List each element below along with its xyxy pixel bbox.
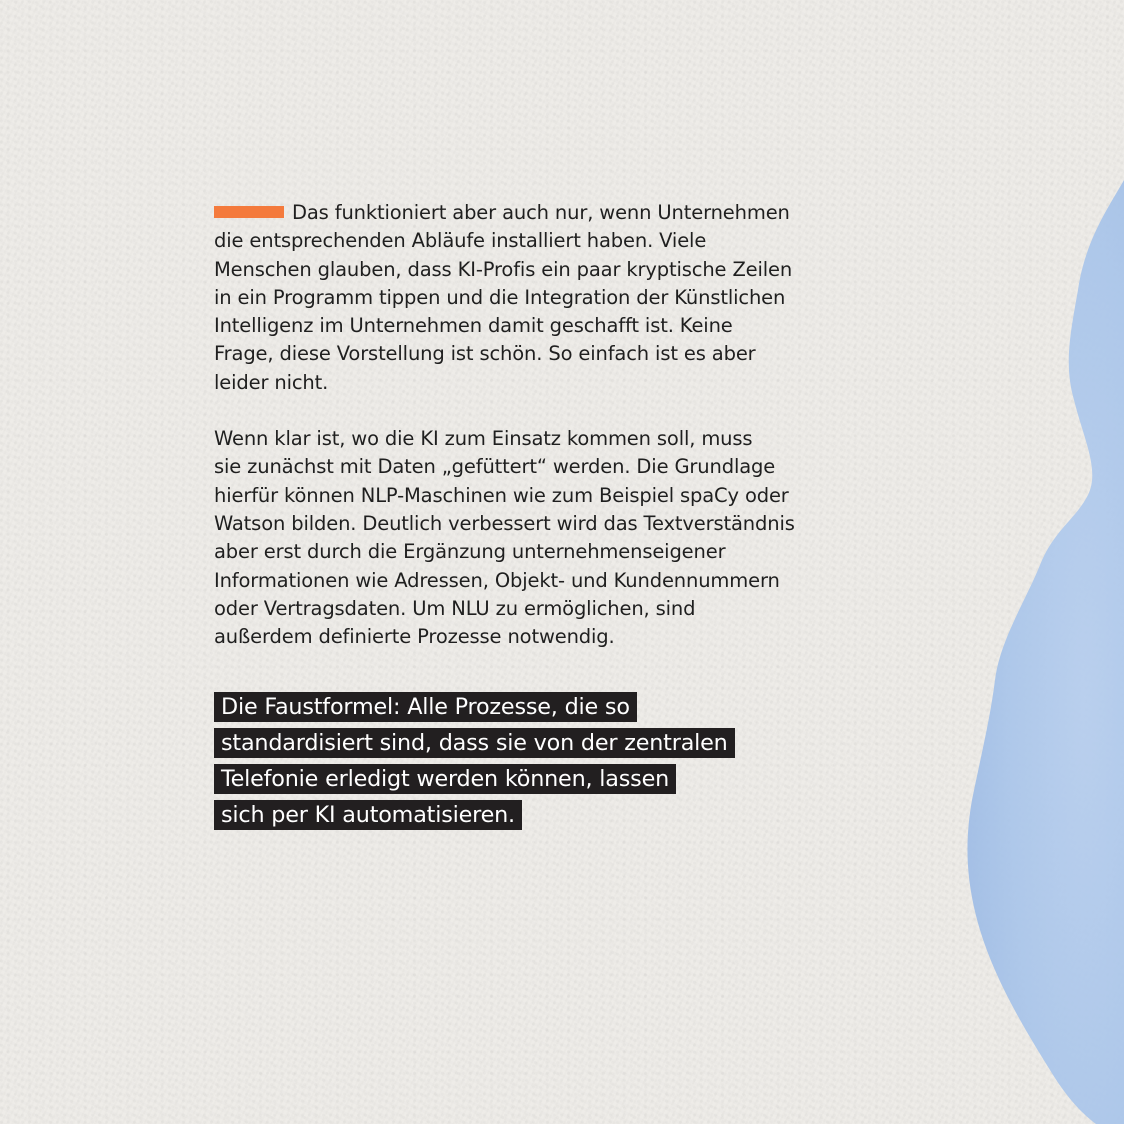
article-body <box>214 199 814 836</box>
paragraph-2: Wenn klar ist, wo die KI zum Einsatz kommen soll, muss sie zunächst mit Daten „gefüttert“ werden. Die Grundlage hierfür können NLP-Maschinen wie zum Beispiel spaCy oder Watson bilden. Deutlich verbessert wird das Textverständnis aber erst durch die Ergänzung unternehmenseigener Informationen wie Adressen, Objekt- und Kundennummern oder Vertragsdaten. Um NLU zu ermöglichen, sind außerdem definierte Prozesse notwendig. <box>214 427 795 649</box>
quote-line-text: Telefonie erledigt werden können, lassen <box>214 764 676 794</box>
paragraph-1 <box>214 199 814 397</box>
paragraph-1-text: Das funktioniert aber auch nur, wenn Unternehmen die entsprechenden Abläufe installiert haben. Viele Menschen glauben, dass KI-Profis ein paar kryptische Zeilen in ein Programm tippen und die Integration der Künstlichen Intelligenz im Unternehmen damit geschafft ist. Keine Frage, diese Vorstellung ist schön. So einfach ist es aber leider nicht. <box>214 201 793 394</box>
quote-line <box>214 800 814 836</box>
quote-line <box>214 692 814 728</box>
orange-accent-bar <box>214 206 284 218</box>
quote-line-text: standardisiert sind, dass sie von der zentralen <box>214 728 735 758</box>
quote-line <box>214 764 814 800</box>
quote-line <box>214 728 814 764</box>
highlight-quote <box>214 692 814 836</box>
quote-line-text: Die Faustformel: Alle Prozesse, die so <box>214 692 637 722</box>
quote-line-text: sich per KI automatisieren. <box>214 800 522 830</box>
